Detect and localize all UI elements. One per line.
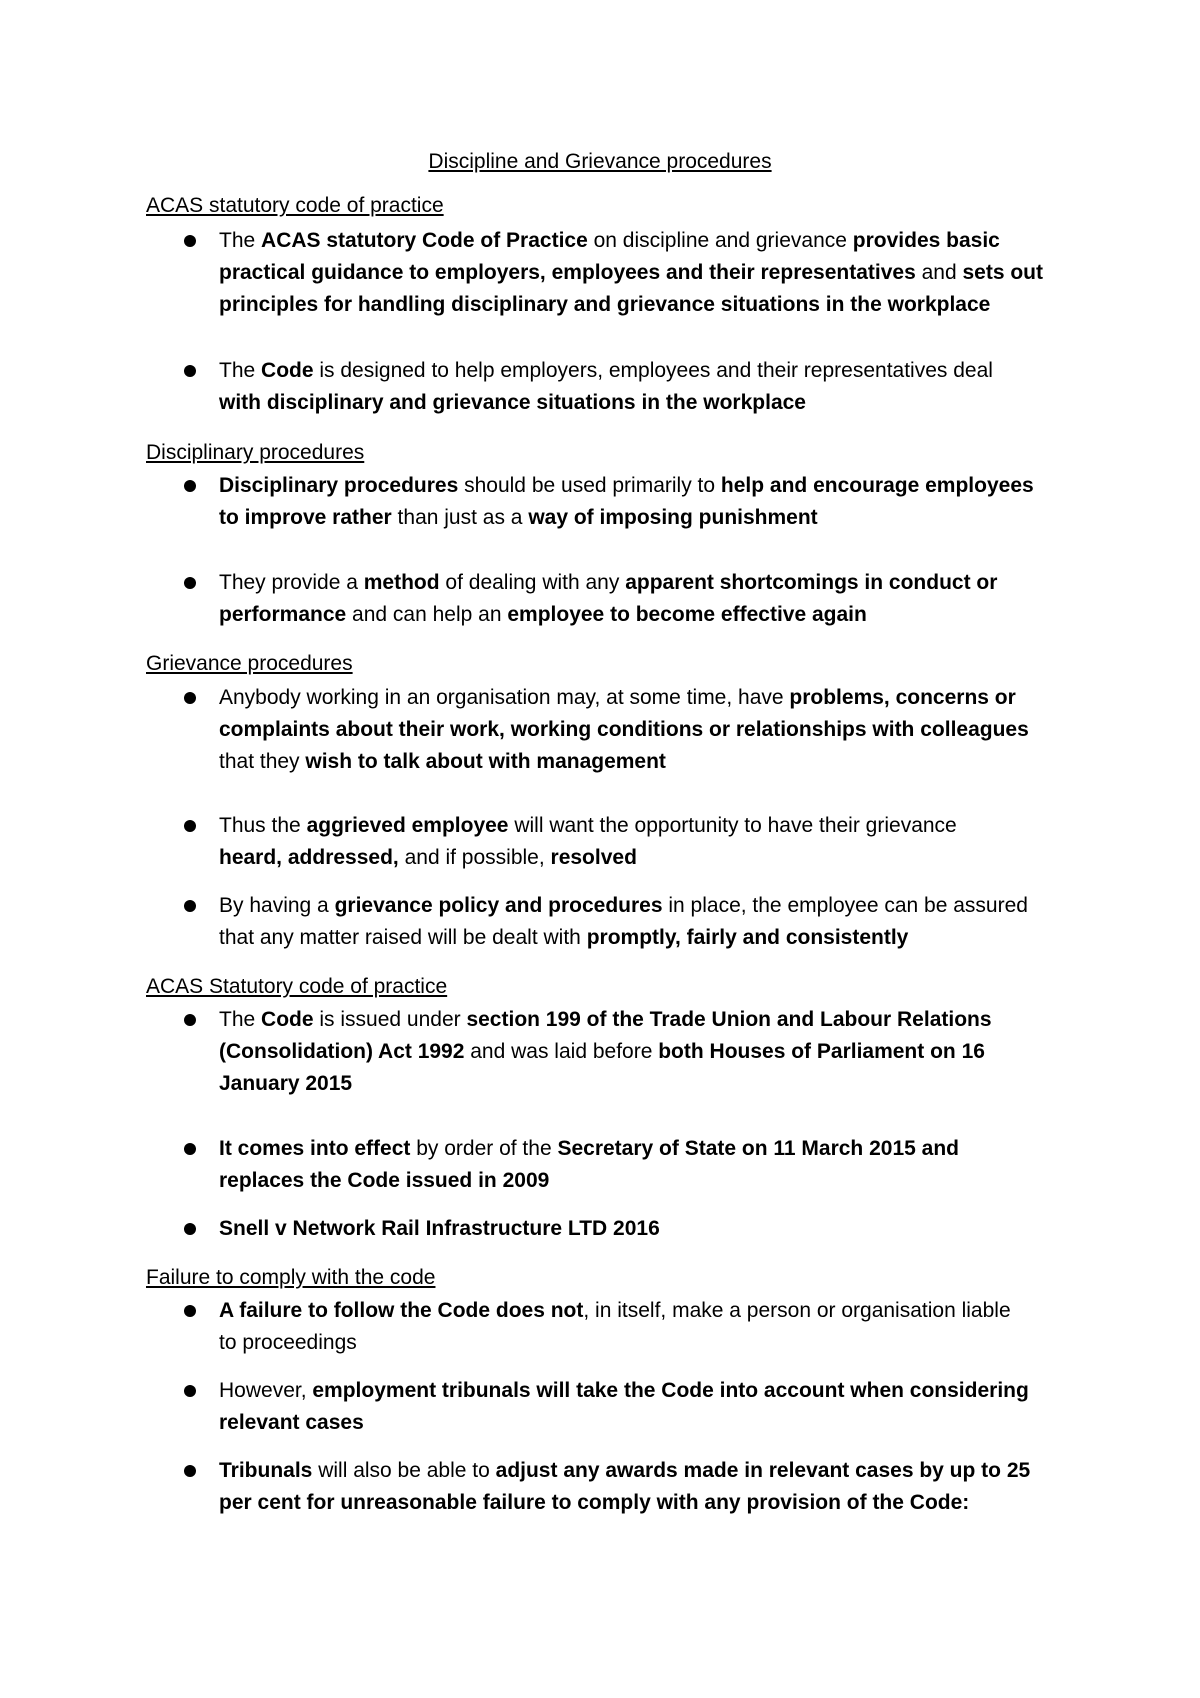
bullet-text-line — [219, 1004, 1069, 1036]
bullet-icon — [184, 235, 196, 247]
text: is designed to help employers, employees and their representatives deal — [313, 359, 993, 382]
bold-text: ACAS statutory Code of Practice — [261, 229, 588, 252]
bullet-text-line — [219, 810, 1069, 842]
bold-text: aggrieved employee — [306, 814, 509, 837]
bold-text: employment tribunals will take the Code into account when considering — [312, 1379, 1029, 1402]
bullet-icon — [184, 900, 196, 912]
bullet-text-line — [219, 1375, 1069, 1407]
bullet-text-line — [219, 890, 1069, 922]
bullet-item — [219, 1295, 1069, 1359]
text: and — [915, 261, 963, 284]
bullet-text-line — [219, 257, 1069, 289]
bold-text: January 2015 — [219, 1072, 353, 1095]
bullet-item — [219, 890, 1069, 954]
text: Thus the — [219, 814, 307, 837]
bullet-text-line — [219, 387, 1069, 419]
bullet-text-line — [219, 1327, 1069, 1359]
bullet-text-line — [219, 599, 1069, 631]
bullet-item — [219, 225, 1069, 321]
bullet-text-line — [219, 225, 1069, 257]
bold-text: wish to talk about with management — [305, 750, 666, 773]
bold-text: problems, concerns or — [789, 686, 1016, 709]
bold-text: employee to become effective again — [507, 603, 867, 626]
text: will also be able to — [312, 1459, 496, 1482]
bold-text: section 199 of the Trade Union and Labour Relations — [466, 1008, 992, 1031]
bullet-item — [219, 1133, 1069, 1197]
bold-text: Disciplinary procedures — [219, 474, 459, 497]
bullet-text-line — [219, 842, 1069, 874]
bold-text: method — [363, 571, 440, 594]
bullet-item — [219, 1455, 1069, 1519]
bullet-text-line — [219, 1295, 1069, 1327]
bold-text: heard, addressed, — [219, 846, 399, 869]
bullet-text-line — [219, 1165, 1069, 1197]
bullet-icon — [184, 480, 196, 492]
bullet-text-line — [219, 1455, 1069, 1487]
text: is issued under — [313, 1008, 467, 1031]
text: on discipline and grievance — [587, 229, 853, 252]
section-heading-acas-statutory: ACAS Statutory code of practice — [146, 975, 448, 998]
bold-text: both Houses of Parliament on 16 — [658, 1040, 985, 1063]
text: in place, the employee can be assured — [662, 894, 1028, 917]
bullet-item — [219, 682, 1069, 778]
bold-text: grievance policy and procedures — [334, 894, 663, 917]
bold-text: help and encourage employees — [720, 474, 1034, 497]
bold-text: provides basic — [852, 229, 1000, 252]
text: and was laid before — [464, 1040, 659, 1063]
text: However, — [219, 1379, 313, 1402]
bullet-text-line — [219, 1133, 1069, 1165]
text: that any matter raised will be dealt with — [219, 926, 587, 949]
bold-text: Snell v Network Rail Infrastructure LTD 2016 — [219, 1217, 660, 1240]
section-heading-disciplinary: Disciplinary procedures — [146, 441, 365, 464]
section-heading-failure: Failure to comply with the code — [146, 1266, 436, 1289]
bold-text: principles for handling disciplinary and grievance situations in the workplace — [219, 293, 991, 316]
bullet-text-line — [219, 714, 1069, 746]
bold-text: practical guidance to employers, employees and their representatives — [219, 261, 916, 284]
bullet-icon — [184, 820, 196, 832]
section-heading-acas-code: ACAS statutory code of practice — [146, 194, 444, 217]
bullet-item — [219, 470, 1069, 534]
bullet-item — [219, 355, 1069, 419]
section-heading-grievance: Grievance procedures — [146, 652, 353, 675]
bold-text: Code — [261, 1008, 314, 1031]
bold-text: sets out — [962, 261, 1043, 284]
bullet-text-line — [219, 1068, 1069, 1100]
bold-text: It comes into effect — [219, 1137, 411, 1160]
bold-text: with disciplinary and grievance situations in the workplace — [219, 391, 806, 414]
bullet-text-line — [219, 682, 1069, 714]
bullet-text-line — [219, 1407, 1069, 1439]
bullet-icon — [184, 1014, 196, 1026]
bullet-icon — [184, 1305, 196, 1317]
bold-text: way of imposing punishment — [528, 506, 818, 529]
text: by order of the — [410, 1137, 558, 1160]
bullet-item — [219, 1213, 1069, 1245]
bullet-icon — [184, 1465, 196, 1477]
bold-text: to improve rather — [219, 506, 392, 529]
bullet-text-line — [219, 1213, 1069, 1245]
page-title: Discipline and Grievance procedures — [428, 150, 772, 173]
bullet-item — [219, 810, 1069, 874]
text: They provide a — [219, 571, 364, 594]
text: The — [219, 229, 262, 252]
text: that they — [219, 750, 306, 773]
bullet-item — [219, 1375, 1069, 1439]
bullet-text-line — [219, 746, 1069, 778]
bullet-icon — [184, 365, 196, 377]
bullet-text-line — [219, 1487, 1069, 1519]
bold-text: resolved — [550, 846, 637, 869]
bold-text: A failure to follow the Code does not — [219, 1299, 584, 1322]
bold-text: apparent shortcomings in conduct or — [625, 571, 998, 594]
bold-text: Code — [261, 359, 314, 382]
bullet-text-line — [219, 922, 1069, 954]
text: will want the opportunity to have their grievance — [508, 814, 957, 837]
text: should be used primarily to — [458, 474, 721, 497]
bullet-icon — [184, 1385, 196, 1397]
bullet-text-line — [219, 1036, 1069, 1068]
bullet-item — [219, 567, 1069, 631]
bold-text: per cent for unreasonable failure to comply with any provision of the Code: — [219, 1491, 970, 1514]
text: By having a — [219, 894, 335, 917]
text: Anybody working in an organisation may, at some time, have — [219, 686, 790, 709]
bold-text: replaces the Code issued in 2009 — [219, 1169, 550, 1192]
bold-text: performance — [219, 603, 347, 626]
bold-text: adjust any awards made in relevant cases by up to 25 — [495, 1459, 1031, 1482]
text: The — [219, 359, 262, 382]
bold-text: (Consolidation) Act 1992 — [219, 1040, 465, 1063]
text: of dealing with any — [439, 571, 626, 594]
bullet-item — [219, 1004, 1069, 1100]
bullet-text-line — [219, 470, 1069, 502]
text: The — [219, 1008, 262, 1031]
text: to proceedings — [219, 1331, 357, 1354]
bullet-text-line — [219, 355, 1069, 387]
bullet-text-line — [219, 567, 1069, 599]
bullet-text-line — [219, 289, 1069, 321]
bold-text: complaints about their work, working conditions or relationships with colleagues — [219, 718, 1029, 741]
bullet-icon — [184, 1223, 196, 1235]
bullet-text-line — [219, 502, 1069, 534]
bullet-icon — [184, 692, 196, 704]
bullet-icon — [184, 577, 196, 589]
text: than just as a — [391, 506, 529, 529]
bold-text: promptly, fairly and consistently — [586, 926, 909, 949]
bullet-icon — [184, 1143, 196, 1155]
bold-text: Tribunals — [219, 1459, 313, 1482]
bold-text: relevant cases — [219, 1411, 364, 1434]
text: , in itself, make a person or organisation liable — [583, 1299, 1011, 1322]
text: and if possible, — [398, 846, 551, 869]
text: and can help an — [346, 603, 508, 626]
bold-text: Secretary of State on 11 March 2015 and — [557, 1137, 959, 1160]
